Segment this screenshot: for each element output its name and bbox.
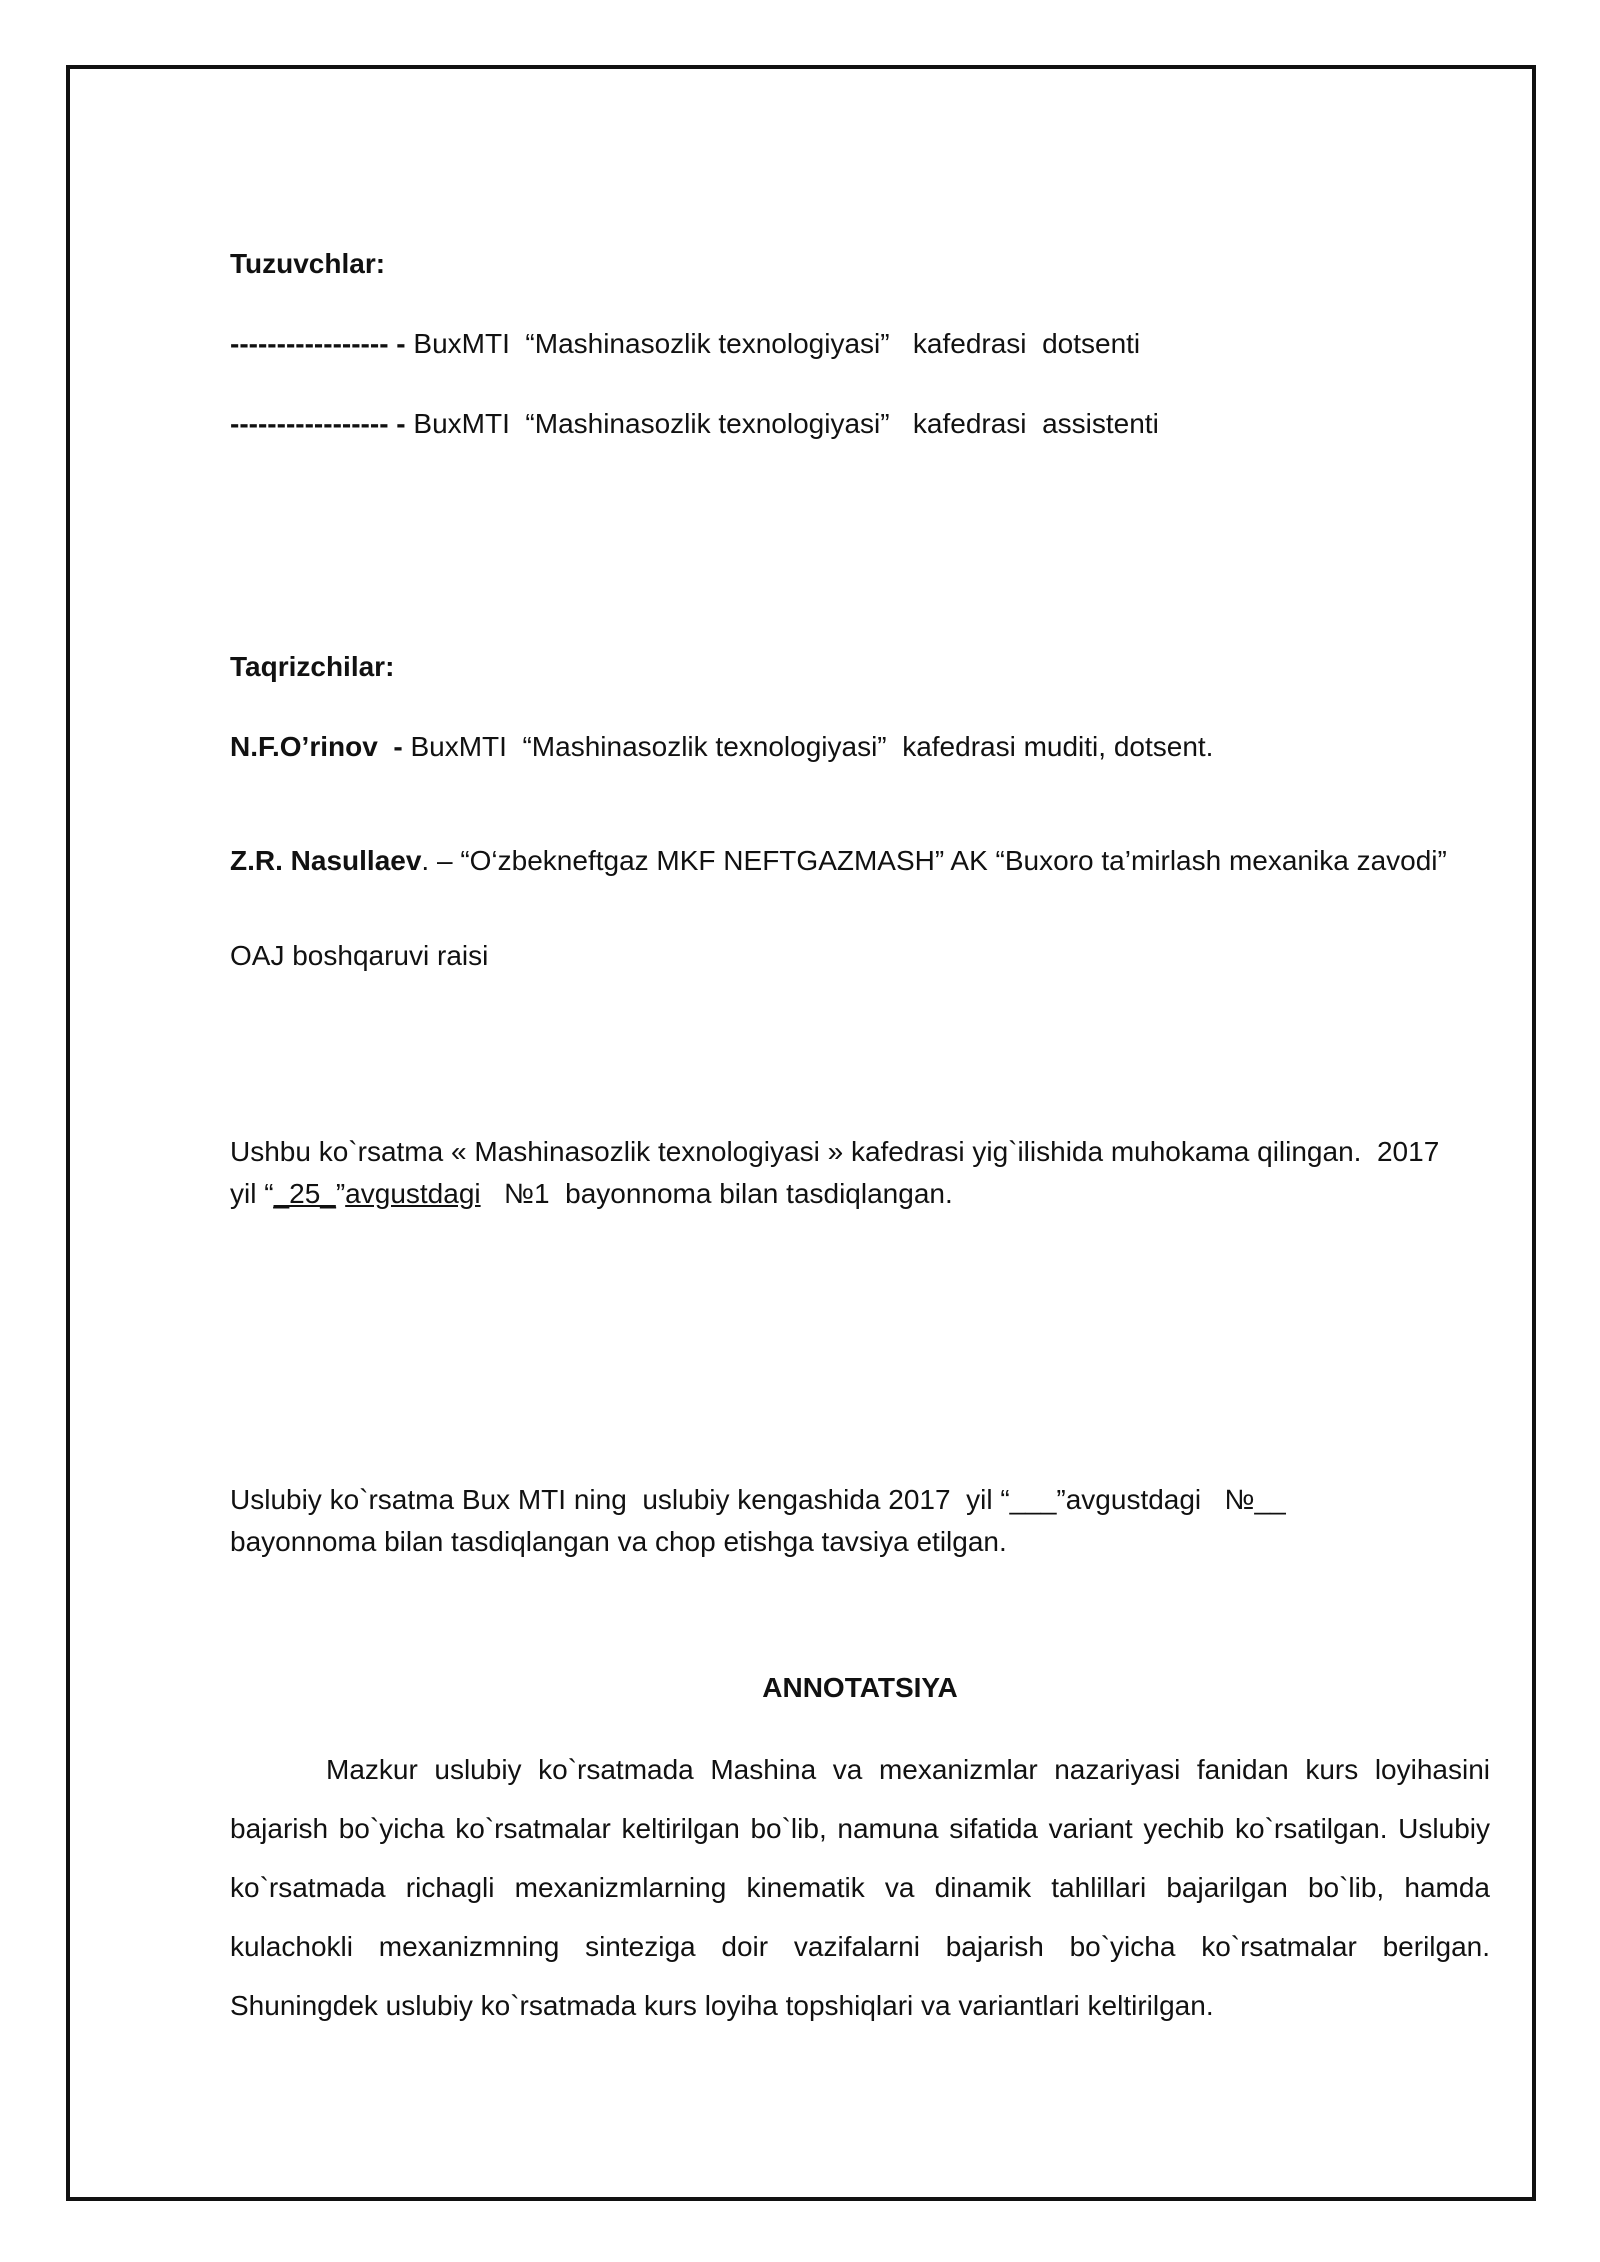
- compilers-heading: Tuzuvchlar:: [230, 248, 386, 279]
- compiler-row-2: [230, 406, 1159, 442]
- approval-line-1: Ushbu ko`rsatma « Mashinasozlik texnologiyasi » kafedrasi yig`ilishida muhokama qilingan. 2017: [230, 1136, 1440, 1167]
- reviewer-1: [230, 729, 1213, 765]
- compiler-row-1: [230, 326, 1140, 362]
- department-approval: [230, 1131, 1490, 1215]
- approval-quote: ”: [335, 1178, 346, 1209]
- council-approval: [230, 1479, 1490, 1563]
- reviewers-heading: Taqrizchilar:: [230, 651, 395, 682]
- reviewer-2-continuation: OAJ boshqaruvi raisi: [230, 940, 489, 971]
- annotation-title: ANNOTATSIYA: [762, 1672, 958, 1703]
- reviewer-2: [230, 843, 1447, 879]
- annotation-body: Mazkur uslubiy ko`rsatmada Mashina va mexanizmlar nazariyasi fanidan kurs loyihasini bajarish bo`yicha ko`rsatmalar keltirilgan bo`lib, namuna sifatida variant yechib ko`rsatilgan. Uslubiy ko`rsatmada richagli mexanizmlarning kinematik va dinamik tahlillari bajarilgan bo`lib, hamda kulachokli mexanizmning sinteziga doir vazifalarni bajarish bo`yicha ko`rsatmalar berilgan. Shuningdek uslubiy ko`rsatmada kurs loyiha topshiqlari va variantlari keltirilgan.: [230, 1754, 1490, 2021]
- reviewer-1-name: N.F.O’rinov: [230, 731, 378, 762]
- reviewer-2-separator: . –: [421, 845, 461, 876]
- approval-day: _25_: [273, 1178, 336, 1209]
- reviewer-1-position: BuxMTI “Mashinasozlik texnologiyasi” kafedrasi muditi, dotsent.: [410, 731, 1214, 762]
- approval-suffix: №1 bayonnoma bilan tasdiqlangan.: [480, 1178, 953, 1209]
- approval-line-2: [230, 1173, 1490, 1215]
- compiler-1-position: BuxMTI “Mashinasozlik texnologiyasi” kafedrasi dotsenti: [413, 328, 1141, 359]
- reviewer-2-position: “O‘zbekneftgaz MKF NEFTGAZMASH” AK “Buxoro ta’mirlash mexanika zavodi”: [460, 845, 1447, 876]
- approval-month: avgustdagi: [345, 1178, 481, 1209]
- compiler-2-separator: -: [388, 408, 414, 439]
- council-line-2: bayonnoma bilan tasdiqlangan va chop etishga tavsiya etilgan.: [230, 1526, 1007, 1557]
- council-line-1: Uslubiy ko`rsatma Bux MTI ning uslubiy kengashida 2017 yil “___”avgustdagi №__: [230, 1484, 1286, 1515]
- reviewer-2-name: Z.R. Nasullaev: [230, 845, 422, 876]
- compiler-1-separator: -: [388, 328, 414, 359]
- approval-prefix: yil “: [230, 1178, 274, 1209]
- compiler-2-placeholder: -----------------: [230, 408, 389, 439]
- compiler-2-position: BuxMTI “Mashinasozlik texnologiyasi” kafedrasi assistenti: [413, 408, 1159, 439]
- reviewer-1-separator: -: [377, 731, 411, 762]
- compiler-1-placeholder: -----------------: [230, 328, 389, 359]
